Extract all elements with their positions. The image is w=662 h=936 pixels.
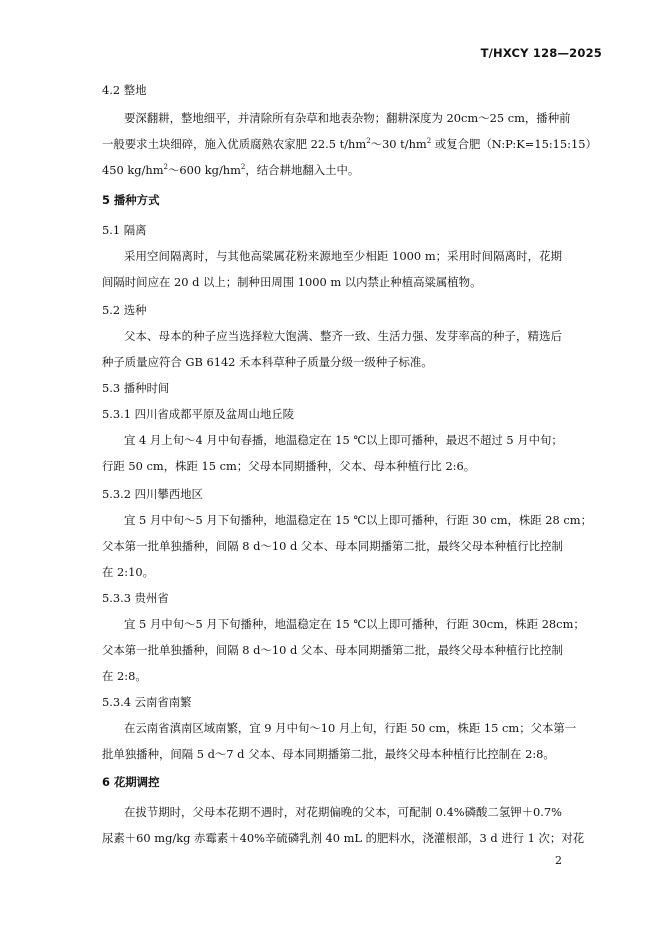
paragraph-line: 间隔时间应在 20 d 以上；制种田周围 1000 m 以内禁止种植高粱属植物。	[102, 275, 482, 289]
paragraph-line: 宜 5 月中旬～5 月下旬播种，地温稳定在 15 ℃以上即可播种，行距 30 cm，株距 28 cm；	[124, 513, 592, 527]
heading-5-3-4: 5.3.4 云南省南繁	[102, 695, 192, 709]
paragraph-line: 要深翻耕，整地细平，并清除所有杂草和地表杂物；翻耕深度为 20cm～25 cm，播种前	[124, 111, 571, 125]
paragraph-line: 采用空间隔离时，与其他高粱属花粉来源地至少相距 1000 m；采用时间隔离时，花期	[124, 249, 562, 263]
paragraph-line: 一般要求土块细碎，施入优质腐熟农家肥 22.5 $t/hm^2\sim 30$ $t/hm^2$ 或复合肥（N:P:K=15:15:15）	[102, 137, 597, 151]
document-number: T/HXCY 128—2025	[480, 46, 602, 60]
paragraph-line: 在 2:10。	[102, 565, 154, 579]
paragraph-line: 宜 4 月上旬～4 月中旬春播，地温稳定在 15 ℃以上即可播种，最迟不超过 5 月中旬；	[124, 433, 563, 447]
paragraph-line: 父本、母本的种子应当选择粒大饱满、整齐一致、生活力强、发芽率高的种子，精选后	[124, 329, 562, 343]
heading-5: 5 播种方式	[102, 193, 160, 207]
heading-5-3-3: 5.3.3 贵州省	[102, 591, 169, 605]
paragraph-line: 行距 50 cm，株距 15 cm；父母本同期播种，父本、母本种植行比 2:6。	[102, 459, 476, 473]
paragraph-line: 在云南省滇南区域南繁，宜 9 月中旬～10 月上旬，行距 50 cm，株距 15 cm；父本第一	[124, 721, 577, 735]
heading-5-2: 5.2 选种	[102, 303, 147, 317]
heading-4-2: 4.2 整地	[102, 83, 147, 97]
paragraph-line: 在拔节期时，父母本花期不遇时，对花期偏晚的父本，可配制 0.4%磷酸二氢钾＋0.7%	[124, 805, 562, 819]
paragraph-line: 批单独播种，间隔 5 d～7 d 父本、母本同期播第二批，最终父母本种植行比控制在 2:8。	[102, 747, 555, 761]
paragraph-line: 450 $kg/hm^2\sim 600$ $kg/hm^2$，结合耕地翻入土中。	[102, 163, 360, 177]
paragraph-line: 父本第一批单独播种，间隔 8 d～10 d 父本、母本同期播第二批，最终父母本种植行比控制	[102, 643, 563, 657]
heading-5-3-2: 5.3.2 四川攀西地区	[102, 487, 203, 501]
heading-5-3: 5.3 播种时间	[102, 381, 170, 395]
paragraph-line: 父本第一批单独播种，间隔 8 d～10 d 父本、母本同期播第二批，最终父母本种植行比控制	[102, 539, 563, 553]
heading-5-1: 5.1 隔离	[102, 223, 147, 237]
heading-6: 6 花期调控	[102, 775, 160, 789]
paragraph-line: 尿素＋60 mg/kg 赤霉素＋40%辛硫磷乳剂 40 mL 的肥料水，浇灌根部，3 d 进行 1 次；对花	[102, 831, 585, 845]
page-number: 2	[555, 854, 562, 867]
paragraph-line: 宜 5 月中旬～5 月下旬播种，地温稳定在 15 ℃以上即可播种，行距 30cm，株距 28cm；	[124, 617, 585, 631]
paragraph-line: 在 2:8。	[102, 669, 147, 683]
paragraph-line: 种子质量应符合 GB 6142 禾本科草种子质量分级一级种子标准。	[102, 355, 433, 369]
heading-5-3-1: 5.3.1 四川省成都平原及盆周山地丘陵	[102, 407, 295, 421]
